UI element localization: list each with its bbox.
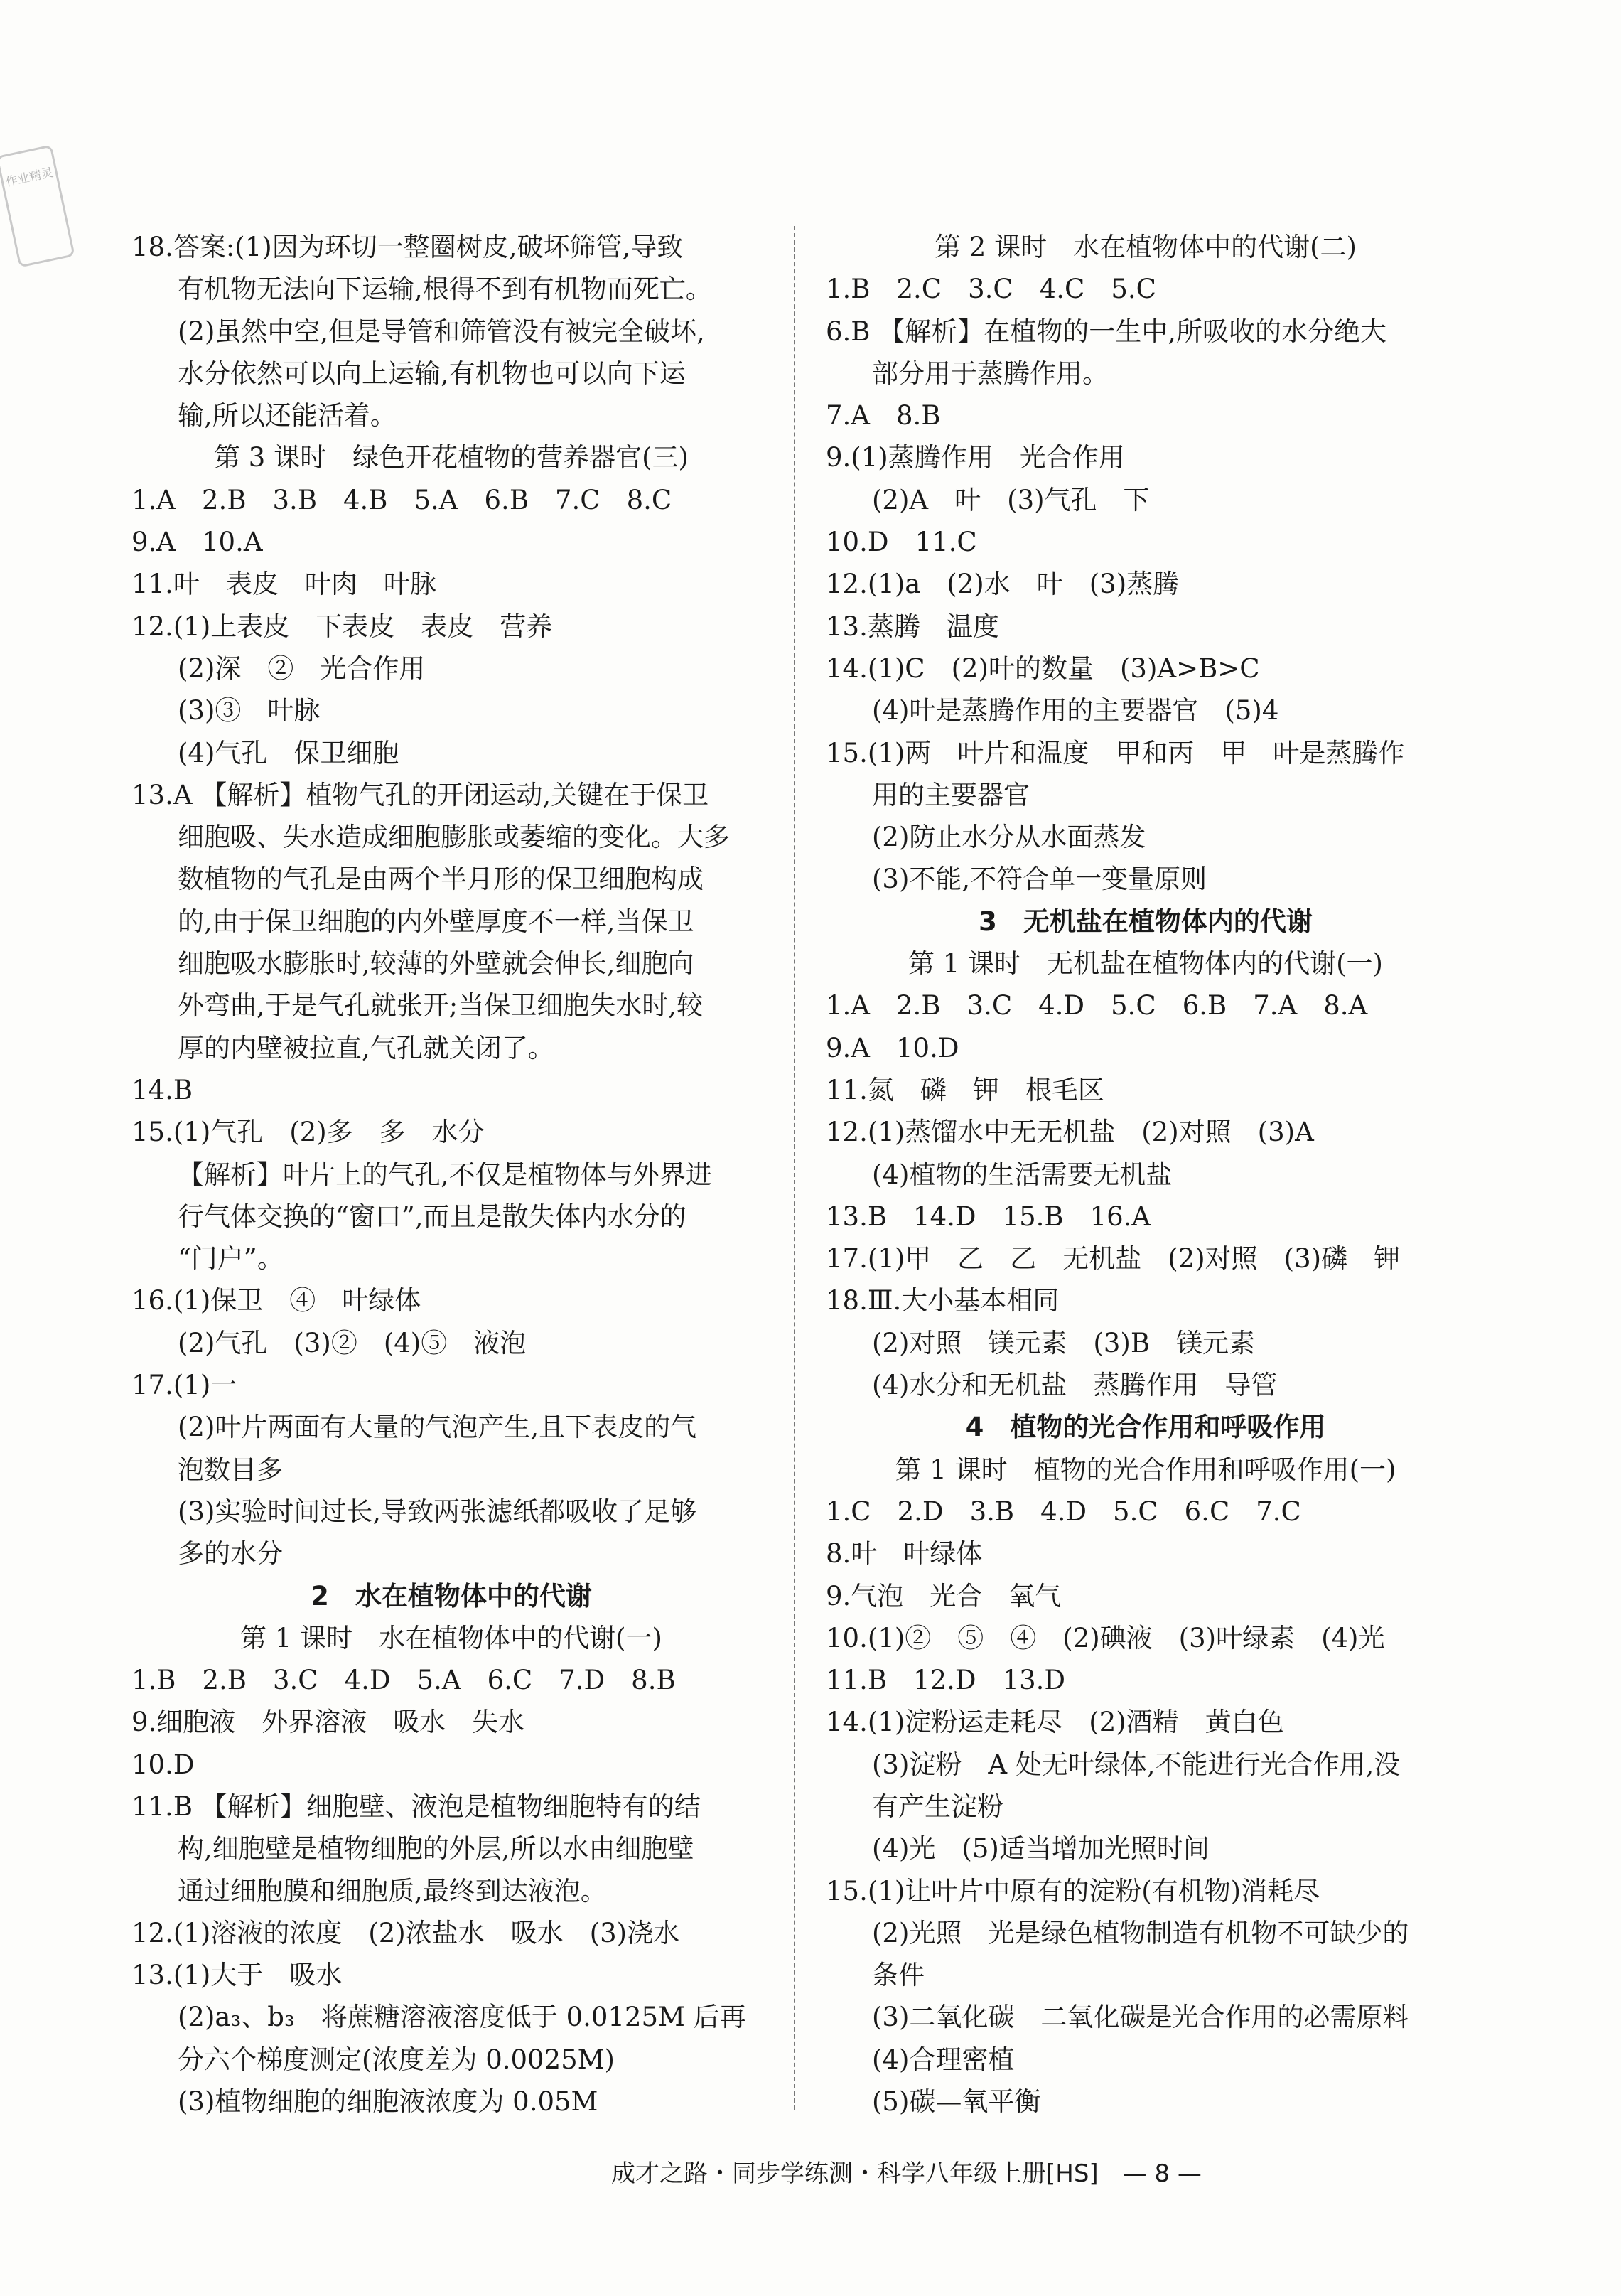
answer-line: (4)植物的生活需要无机盐 <box>872 1159 1173 1190</box>
watermark-stamp: 作业精灵 <box>0 144 75 267</box>
answer-line: 部分用于蒸腾作用。 <box>872 358 1109 389</box>
answer-line: 10.D 11.C <box>826 527 977 558</box>
answer-line: 17.(1)一 <box>131 1370 237 1401</box>
answer-line: 的,由于保卫细胞的内外壁厚度不一样,当保卫 <box>178 906 694 937</box>
lesson-heading: 第 3 课时 绿色开花植物的营养器官(三) <box>214 442 689 473</box>
answer-line: 通过细胞膜和细胞质,最终到达液泡。 <box>178 1875 607 1906</box>
answer-line: 12.(1)溶液的浓度 (2)浓盐水 吸水 (3)浇水 <box>131 1917 680 1948</box>
answer-line: 细胞吸水膨胀时,较薄的外壁就会伸长,细胞向 <box>178 948 694 980</box>
answer-line: 水分依然可以向上运输,有机物也可以向下运 <box>178 358 686 389</box>
answer-line: “门户”。 <box>178 1243 284 1275</box>
answer-line: (3)植物细胞的细胞液浓度为 0.05M <box>178 2086 598 2118</box>
answer-line: 18.Ⅲ.大小基本相同 <box>826 1285 1060 1316</box>
answer-line: 18.答案:(1)因为环切一整圈树皮,破坏筛管,导致 <box>131 232 684 262</box>
answer-line: 构,细胞壁是植物细胞的外层,所以水由细胞壁 <box>178 1833 694 1865</box>
answer-line: 17.(1)甲 乙 乙 无机盐 (2)对照 (3)磷 钾 <box>826 1243 1401 1275</box>
answer-line: 9.A 10.D <box>826 1032 959 1063</box>
column-divider <box>794 226 795 2110</box>
answer-line: (2)A 叶 (3)气孔 下 <box>872 484 1150 515</box>
answer-line: 1.C 2.D 3.B 4.D 5.C 6.C 7.C <box>826 1496 1301 1527</box>
answer-line: (4)水分和无机盐 蒸腾作用 导管 <box>872 1370 1278 1401</box>
answer-line: 有产生淀粉 <box>872 1791 1003 1822</box>
answer-line: 外弯曲,于是气孔就张开;当保卫细胞失水时,较 <box>178 990 703 1021</box>
answer-line: 多的水分 <box>178 1538 283 1570</box>
answer-line: 9.气泡 光合 氧气 <box>826 1580 1062 1611</box>
answer-line: 13.B 14.D 15.B 16.A <box>826 1201 1151 1232</box>
lesson-heading: 第 2 课时 水在植物体中的代谢(二) <box>935 232 1357 262</box>
answer-line: 15.(1)气孔 (2)多 多 水分 <box>131 1117 485 1148</box>
answer-line: 1.A 2.B 3.B 4.B 5.A 6.B 7.C 8.C <box>131 484 672 515</box>
answer-line: (3)实验时间过长,导致两张滤纸都吸收了足够 <box>178 1496 697 1527</box>
answer-line: (4)叶是蒸腾作用的主要器官 (5)4 <box>872 695 1279 726</box>
answer-line: 11.氮 磷 钾 根毛区 <box>826 1074 1104 1105</box>
answer-line: 13.蒸腾 温度 <box>826 611 999 642</box>
answer-line: 1.A 2.B 3.C 4.D 5.C 6.B 7.A 8.A <box>826 990 1368 1021</box>
answer-line: (2)虽然中空,但是导管和筛管没有被完全破坏, <box>178 316 705 347</box>
answer-line: 1.B 2.B 3.C 4.D 5.A 6.C 7.D 8.B <box>131 1665 676 1696</box>
answer-line: (4)气孔 保卫细胞 <box>178 737 399 768</box>
answer-line: 15.(1)两 叶片和温度 甲和丙 甲 叶是蒸腾作 <box>826 737 1405 768</box>
answer-line: (3)③ 叶脉 <box>178 695 321 726</box>
answer-line: (4)光 (5)适当增加光照时间 <box>872 1833 1210 1865</box>
section-heading: 4 植物的光合作用和呼吸作用 <box>965 1412 1326 1443</box>
answer-line: 9.细胞液 外界溶液 吸水 失水 <box>131 1707 525 1738</box>
lesson-heading: 第 1 课时 水在植物体中的代谢(一) <box>240 1622 662 1653</box>
page-footer: 成才之路・同步学练测・科学八年级上册[HS] — 8 — <box>611 2160 1202 2188</box>
answer-line: 10.(1)② ⑤ ④ (2)碘液 (3)叶绿素 (4)光 <box>826 1622 1385 1653</box>
answer-line: (2)对照 镁元素 (3)B 镁元素 <box>872 1327 1256 1358</box>
answer-line: (2)叶片两面有大量的气泡产生,且下表皮的气 <box>178 1412 697 1443</box>
answer-line: 12.(1)蒸馏水中无无机盐 (2)对照 (3)A <box>826 1117 1314 1148</box>
answer-line: 11.B 12.D 13.D <box>826 1665 1066 1696</box>
answer-line: 14.(1)C (2)叶的数量 (3)A>B>C <box>826 653 1260 684</box>
section-heading: 3 无机盐在植物体内的代谢 <box>979 906 1313 937</box>
answer-line: 有机物无法向下运输,根得不到有机物而死亡。 <box>178 274 712 305</box>
answer-line: 行气体交换的“窗口”,而且是散失体内水分的 <box>178 1201 686 1232</box>
right-column <box>826 226 1465 2123</box>
answer-line: 1.B 2.C 3.C 4.C 5.C <box>826 274 1156 305</box>
answer-line: 细胞吸、失水造成细胞膨胀或萎缩的变化。大多 <box>178 822 730 853</box>
answer-line: 条件 <box>872 1960 925 1991</box>
answer-line: (2)光照 光是绿色植物制造有机物不可缺少的 <box>872 1917 1409 1948</box>
answer-line: (3)淀粉 A 处无叶绿体,不能进行光合作用,没 <box>872 1749 1401 1780</box>
answer-line: 9.A 10.A <box>131 527 263 558</box>
answer-line: (2)深 ② 光合作用 <box>178 653 426 684</box>
answer-line: 9.(1)蒸腾作用 光合作用 <box>826 442 1125 473</box>
lesson-heading: 第 1 课时 无机盐在植物体内的代谢(一) <box>908 948 1383 980</box>
answer-line: (2)a₃、b₃ 将蔗糖溶液溶度低于 0.0125M 后再 <box>178 2002 746 2033</box>
answer-line: 输,所以还能活着。 <box>178 400 397 431</box>
answer-line: 15.(1)让叶片中原有的淀粉(有机物)消耗尽 <box>826 1875 1320 1906</box>
answer-line: 14.(1)淀粉运走耗尽 (2)酒精 黄白色 <box>826 1707 1284 1738</box>
answer-line: (2)气孔 (3)② (4)⑤ 液泡 <box>178 1327 527 1358</box>
answer-line: 【解析】叶片上的气孔,不仅是植物体与外界进 <box>178 1159 712 1190</box>
answer-line: (3)不能,不符合单一变量原则 <box>872 864 1207 895</box>
answer-line: 6.B 【解析】在植物的一生中,所吸收的水分绝大 <box>826 316 1387 347</box>
answer-line: 13.A 【解析】植物气孔的开闭运动,关键在于保卫 <box>131 779 709 810</box>
answer-line: 11.叶 表皮 叶肉 叶脉 <box>131 569 436 600</box>
answer-line: 分六个梯度测定(浓度差为 0.0025M) <box>178 2044 615 2075</box>
answer-line: (3)二氧化碳 二氧化碳是光合作用的必需原料 <box>872 2002 1409 2033</box>
answer-line: 12.(1)上表皮 下表皮 表皮 营养 <box>131 611 553 642</box>
answer-line: 16.(1)保卫 ④ 叶绿体 <box>131 1285 421 1316</box>
answer-line: 10.D <box>131 1749 195 1780</box>
answer-line: (2)防止水分从水面蒸发 <box>872 822 1146 853</box>
lesson-heading: 第 1 课时 植物的光合作用和呼吸作用(一) <box>895 1454 1396 1485</box>
answer-line: (5)碳—氧平衡 <box>872 2086 1041 2118</box>
answer-line: 8.叶 叶绿体 <box>826 1538 983 1570</box>
answer-line: 7.A 8.B <box>826 400 941 431</box>
answer-line: (4)合理密植 <box>872 2044 1015 2075</box>
answer-line: 14.B <box>131 1074 193 1105</box>
answer-line: 泡数目多 <box>178 1454 283 1485</box>
answer-line: 13.(1)大于 吸水 <box>131 1960 343 1991</box>
left-column <box>131 226 771 2123</box>
answer-line: 12.(1)a (2)水 叶 (3)蒸腾 <box>826 569 1180 600</box>
answer-line: 11.B 【解析】细胞壁、液泡是植物细胞特有的结 <box>131 1791 701 1822</box>
answer-line: 用的主要器官 <box>872 779 1030 810</box>
section-heading: 2 水在植物体中的代谢 <box>311 1580 592 1611</box>
answer-line: 数植物的气孔是由两个半月形的保卫细胞构成 <box>178 864 704 895</box>
answer-line: 厚的内壁被拉直,气孔就关闭了。 <box>178 1032 554 1063</box>
